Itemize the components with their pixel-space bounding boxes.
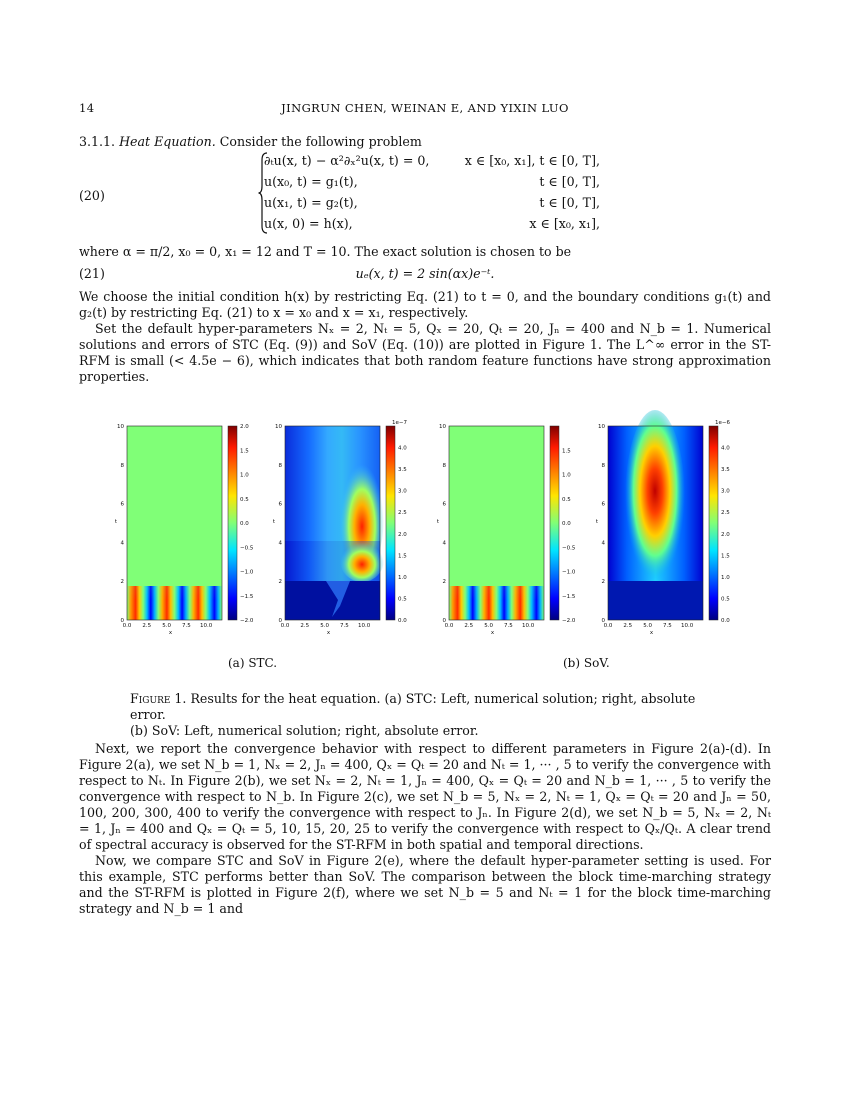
colorbar-exponent: 1e−6 — [715, 420, 730, 426]
y-tick-label: 4 — [278, 540, 282, 547]
colorbar-tick-label: −0.5 — [562, 545, 576, 552]
colorbar-tick-label: −0.5 — [240, 545, 254, 552]
panel-b-error — [608, 410, 703, 620]
pde-lhs: ∂ₜu(x, t) − α²∂ₓ²u(x, t) = 0, — [264, 153, 430, 168]
where-line: where α = π/2, x₀ = 0, x₁ = 12 and T = 10. The exact solution is chosen to be — [79, 244, 572, 259]
colorbar-tick-label: 0.5 — [240, 496, 249, 503]
colorbar-tick-label: −1.5 — [562, 593, 576, 600]
colorbar-tick-label: 3.0 — [721, 488, 730, 495]
y-tick-label: 8 — [442, 462, 446, 469]
colorbar-tick-label: 0.0 — [721, 618, 730, 624]
colorbar-tick-label: 2.0 — [240, 424, 249, 430]
y-tick-label: 4 — [442, 540, 446, 547]
colorbar-tick-label: 2.5 — [398, 510, 407, 517]
panel-a-error — [285, 426, 384, 620]
x-tick-label: 0.0 — [444, 623, 454, 629]
panel-a-solution — [127, 426, 222, 620]
caption-line-2: (b) SoV: Left, numerical solution; right, absolute error. — [130, 723, 479, 738]
y-tick-label: 10 — [598, 424, 605, 430]
section-intro: Consider the following problem — [219, 134, 422, 149]
x-tick-label: 7.5 — [340, 623, 349, 629]
colorbar-tick-label: 1.0 — [721, 574, 730, 581]
colorbar-tick-label: 0.5 — [398, 596, 407, 603]
colorbar-tick-label: 2.0 — [721, 531, 730, 538]
x-tick-label: 10.0 — [200, 623, 213, 629]
y-tick-label: 0 — [442, 618, 446, 624]
colorbar-tick-label: 0.0 — [240, 521, 249, 527]
caption-line-1: Results for the heat equation. (a) STC: Left, numerical solution; right, absolute error. — [130, 691, 696, 722]
colorbar-tick-label: 4.0 — [721, 445, 730, 452]
colorbar-tick-label: 0.0 — [398, 618, 407, 624]
system-line-4 — [264, 216, 600, 236]
colorbar-tick-label: −2.0 — [240, 618, 254, 624]
colorbar-tick-label: 0.0 — [562, 521, 571, 527]
equation-number-21: (21) — [79, 266, 105, 281]
bc-left-lhs: u(x₀, t) = g₁(t), — [264, 174, 358, 189]
figure-1-caption — [130, 691, 730, 739]
caption-label: Figure 1. — [130, 691, 187, 706]
y-tick-label: 6 — [278, 501, 282, 508]
colorbar-tick-label: 1.5 — [240, 448, 249, 455]
colorbar-tick-label: 0.5 — [721, 596, 730, 603]
x-tick-label: 0.0 — [122, 623, 132, 629]
bc-right-domain: t ∈ [0, T], — [539, 195, 600, 210]
panel-b-solution-colorbar — [550, 426, 559, 620]
subcaption-b: (b) SoV. — [563, 656, 610, 670]
x-axis-label: x — [326, 630, 331, 636]
paragraph-initial-condition: We choose the initial condition h(x) by restricting Eq. (21) to t = 0, and the boundary conditions g₁(t) and g₂(t) by restricting Eq. (21) to x = x₀ and x = x₁, respectively. — [79, 289, 771, 320]
x-tick-label: 7.5 — [504, 623, 513, 629]
colorbar-tick-label: 3.5 — [721, 467, 730, 474]
x-axis-label: x — [490, 630, 495, 636]
panel-b-solution — [449, 426, 544, 620]
y-tick-label: 8 — [120, 462, 124, 469]
pde-domain: x ∈ [x₀, x₁], t ∈ [0, T], — [464, 153, 600, 168]
equation-number-20: (20) — [79, 188, 105, 203]
colorbar-tick-label: 1.5 — [562, 448, 571, 455]
colorbar-tick-label: 1.0 — [240, 472, 249, 479]
paragraph-hyper-parameters: Set the default hyper-parameters Nₓ = 2, Nₜ = 5, Qₓ = 20, Qₜ = 20, Jₙ = 400 and N_b = 1. Numerical solutions and errors of STC (Eq. (9)) and SoV (Eq. (10)) are plotted in Figure 1. The L^∞ error in the ST-RFM is small (< 4.5e − 6), which indicates that both random feature functions have strong approximation properties. — [79, 321, 771, 384]
bc-left-domain: t ∈ [0, T], — [539, 174, 600, 189]
panel-a-error-colorbar — [386, 426, 395, 620]
section-heading-line — [79, 134, 771, 150]
x-tick-label: 5.0 — [643, 623, 652, 629]
colorbar-tick-label: 2.0 — [398, 531, 407, 538]
system-line-1 — [264, 153, 600, 173]
colorbar-tick-label: 1.5 — [398, 553, 407, 560]
colorbar-tick-label: 1.0 — [398, 574, 407, 581]
x-tick-label: 7.5 — [663, 623, 672, 629]
x-axis-label: x — [649, 630, 654, 636]
panel-b-error-colorbar — [709, 426, 718, 620]
page-header — [79, 101, 771, 117]
x-tick-label: 5.0 — [484, 623, 493, 629]
y-tick-label: 8 — [601, 462, 605, 469]
paragraph-convergence: Next, we report the convergence behavior with respect to different parameters in Figure 2(a)-(d). In Figure 2(a), we set N_b = 1, Nₓ = 2, Jₙ = 400, Qₓ = Qₜ = 20 and Nₜ = 1, ··· , 5 to verify the convergence with respect to Nₜ. In Figure 2(b), we set Nₓ = 2, Nₜ = 1, Jₙ = 400, Qₓ = Qₜ = 20 and N_b = 1, ··· , 5 to verify the convergence with respect to N_b. In Figure 2(c), we set N_b = 5, Nₓ = 2, Nₜ = 1, Qₓ = Qₜ = 20 and Jₙ = 50, 100, 200, 300, 400 to verify the convergence with respect to Jₙ. In Figure 2(d), we set N_b = 5, Nₓ = 2, Nₜ = 1, Jₙ = 400 and Qₓ = Qₜ = 5, 10, 15, 20, 25 to verify the convergence with respect to Qₓ/Qₜ. A clear trend of spectral accuracy is observed for the ST-RFM in both spatial and temporal directions. — [79, 741, 771, 852]
x-tick-label: 5.0 — [162, 623, 171, 629]
figure-1 — [100, 410, 750, 650]
x-tick-label: 5.0 — [320, 623, 329, 629]
y-axis-label: t — [595, 519, 599, 525]
ic-domain: x ∈ [x₀, x₁], — [529, 216, 600, 231]
colorbar-tick-label: 1.5 — [721, 553, 730, 560]
y-tick-label: 0 — [278, 618, 282, 624]
y-tick-label: 0 — [120, 618, 124, 624]
exact-solution-formula: uₑ(x, t) = 2 sin(αx)e⁻ᵗ. — [355, 266, 495, 281]
x-tick-label: 10.0 — [522, 623, 535, 629]
y-tick-label: 8 — [278, 462, 282, 469]
x-tick-label: 10.0 — [358, 623, 371, 629]
x-tick-label: 10.0 — [681, 623, 694, 629]
colorbar-tick-label: −1.0 — [562, 569, 576, 576]
colorbar-exponent: 1e−7 — [392, 420, 407, 426]
y-tick-label: 4 — [601, 540, 605, 547]
y-tick-label: 10 — [439, 424, 446, 430]
colorbar-tick-label: −1.5 — [240, 593, 254, 600]
paragraph-comparison: Now, we compare STC and SoV in Figure 2(e), where the default hyper-parameter setting is used. For this example, STC performs better than SoV. The comparison between the block time-marching strategy and the ST-RFM is plotted in Figure 2(f), where we set N_b = 5 and Nₜ = 1 for the block time-marching strategy and N_b = 1 and — [79, 853, 771, 916]
y-tick-label: 6 — [442, 501, 446, 508]
x-tick-label: 2.5 — [623, 623, 633, 629]
section-title: Heat Equation. — [119, 134, 216, 149]
section-number: 3.1.1. — [79, 134, 116, 149]
colorbar-tick-label: 3.0 — [398, 488, 407, 495]
colorbar-tick-label: −2.0 — [562, 618, 576, 624]
panel-a-solution-colorbar — [228, 426, 237, 620]
y-tick-label: 10 — [275, 424, 282, 430]
ic-lhs: u(x, 0) = h(x), — [264, 216, 353, 231]
x-tick-label: 0.0 — [603, 623, 613, 629]
colorbar-tick-label: 3.5 — [398, 467, 407, 474]
y-tick-label: 2 — [442, 579, 446, 586]
y-tick-label: 2 — [601, 579, 605, 586]
system-line-3 — [264, 195, 600, 215]
colorbar-tick-label: 0.5 — [562, 496, 571, 503]
running-title: JINGRUN CHEN, WEINAN E, AND YIXIN LUO — [281, 101, 569, 115]
y-axis-label: t — [114, 519, 118, 525]
x-tick-label: 2.5 — [142, 623, 152, 629]
x-tick-label: 0.0 — [280, 623, 290, 629]
y-axis-label: t — [436, 519, 440, 525]
colorbar-tick-label: 1.0 — [562, 472, 571, 479]
colorbar-tick-label: 4.0 — [398, 445, 407, 452]
x-tick-label: 2.5 — [300, 623, 310, 629]
bc-right-lhs: u(x₁, t) = g₂(t), — [264, 195, 358, 210]
y-tick-label: 2 — [120, 579, 124, 586]
y-tick-label: 10 — [117, 424, 124, 430]
colorbar-tick-label: 2.5 — [721, 510, 730, 517]
y-tick-label: 4 — [120, 540, 124, 547]
y-tick-label: 0 — [601, 618, 605, 624]
x-axis-label: x — [168, 630, 173, 636]
x-tick-label: 7.5 — [182, 623, 191, 629]
y-tick-label: 6 — [120, 501, 124, 508]
equation-21 — [79, 266, 771, 284]
subcaption-a: (a) STC. — [228, 656, 278, 670]
colorbar-tick-label: −1.0 — [240, 569, 254, 576]
y-tick-label: 6 — [601, 501, 605, 508]
page-number: 14 — [79, 101, 95, 115]
y-axis-label: t — [272, 519, 276, 525]
x-tick-label: 2.5 — [464, 623, 474, 629]
y-tick-label: 2 — [278, 579, 282, 586]
system-line-2 — [264, 174, 600, 194]
